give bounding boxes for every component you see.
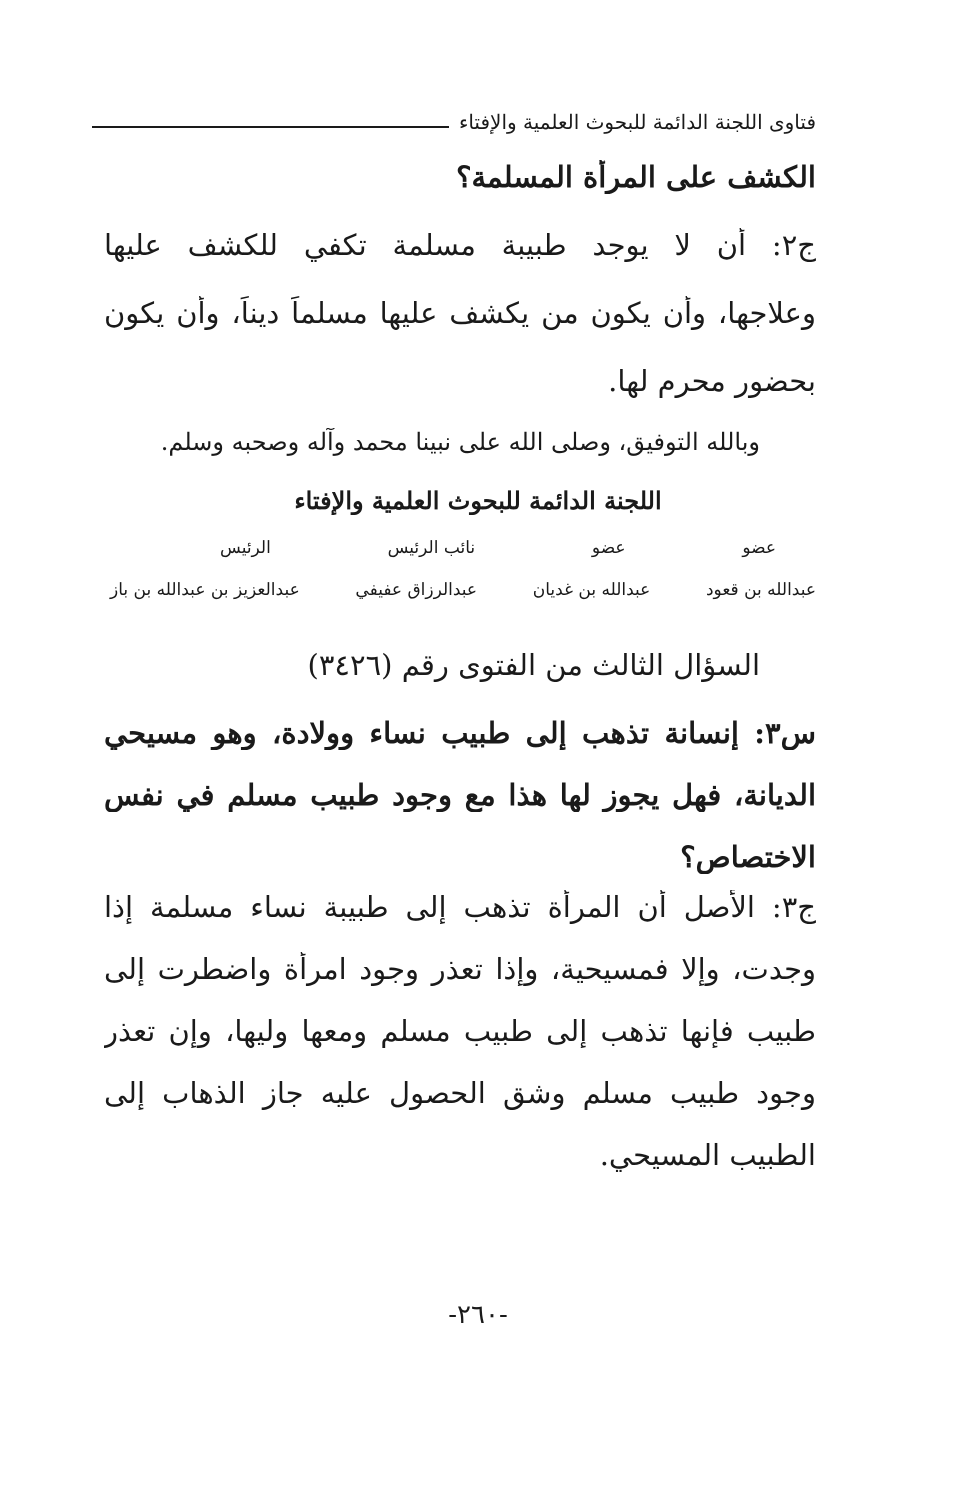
question-3-line-2: الديانة، فهل يجوز لها هذا مع وجود طبيب مسلم في نفس — [104, 778, 816, 812]
member-role-4: الرئيس — [220, 538, 271, 558]
fatwa-2-section — [104, 160, 816, 460]
answer-3-line-5: الطبيب المسيحي. — [599, 1138, 816, 1172]
header-rule — [92, 126, 449, 128]
answer-3-line-4: وجود طبيب مسلم وشق الحصول عليه جاز الذهاب إلى — [104, 1076, 816, 1110]
question-2-tail: الكشف على المرأة المسلمة؟ — [456, 160, 816, 194]
member-name-3: عبدالرزاق عفيفي — [355, 580, 478, 600]
answer-2-line-3: بحضور محرم لها. — [608, 364, 816, 398]
answer-3-line-3: طبيب فإنها تذهب إلى طبيب مسلم ومعها وليها، وإن تعذر — [104, 1014, 816, 1048]
member-role-3: نائب الرئيس — [387, 538, 476, 558]
answer-2-line-2: وعلاجها، وأن يكون من يكشف عليها مسلماً ديناً، وأن يكون — [104, 296, 816, 330]
answer-3-line-1: ج٣: الأصل أن المرأة تذهب إلى طبيبة نساء مسلمة إذا — [104, 890, 816, 924]
answer-2-line-1: ج٢: أن لا يوجد طبيبة مسلمة تكفي للكشف عليها — [104, 228, 816, 262]
page-number: -٢٦٠- — [448, 1300, 508, 1330]
member-name-2: عبدالله بن غديان — [532, 580, 651, 600]
running-header — [92, 100, 816, 134]
signature-roles-row — [110, 538, 816, 558]
member-name-1: عبدالله بن قعود — [705, 580, 816, 600]
question-3-line-3: الاختصاص؟ — [680, 840, 816, 874]
answer-3-line-2: وجدت، وإلا فمسيحية، وإذا تعذر وجود امرأة واضطرت إلى — [104, 952, 816, 986]
member-role-2: عضو — [591, 538, 626, 558]
fatwa-3-heading: السؤال الثالث من الفتوى رقم (٣٤٢٦) — [307, 648, 760, 682]
member-name-4: عبدالعزيز بن عبدالله بن باز — [110, 580, 300, 600]
signature-names-row — [110, 580, 816, 600]
fatwa-3-answer — [104, 890, 816, 1210]
committee-name: اللجنة الدائمة للبحوث العلمية والإفتاء — [294, 486, 662, 515]
running-title: فتاوى اللجنة الدائمة للبحوث العلمية والإفتاء — [458, 110, 816, 134]
question-3-line-1: س٣: إنسانة تذهب إلى طبيب نساء وولادة، وهو مسيحي — [104, 716, 816, 750]
member-role-1: عضو — [742, 538, 776, 558]
closing-prayer: وبالله التوفيق، وصلى الله على نبينا محمد وآله وصحبه وسلم. — [160, 428, 760, 456]
fatwa-3-question — [104, 716, 816, 916]
